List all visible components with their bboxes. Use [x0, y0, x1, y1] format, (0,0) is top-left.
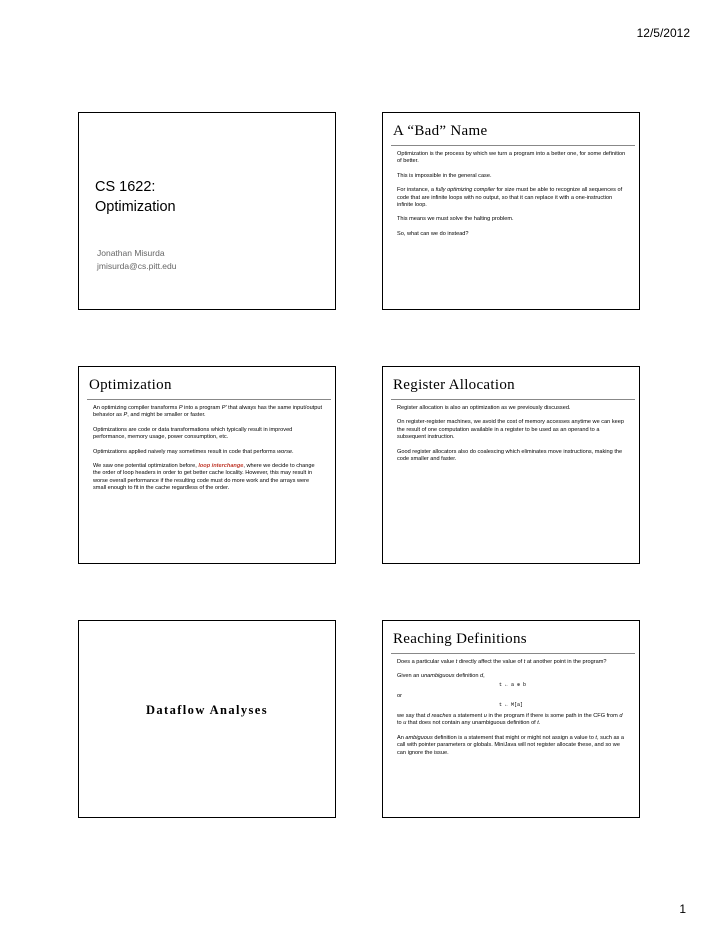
title-divider — [391, 653, 635, 654]
section-heading: Dataflow Analyses — [145, 703, 269, 717]
title-divider — [391, 145, 635, 146]
slide-dataflow-analyses — [78, 620, 336, 818]
page-number: 1 — [679, 902, 686, 916]
slide-heading: Register Allocation — [393, 377, 515, 393]
paragraph: Does a particular value t directly affect the value of t at another point in the program? — [397, 659, 607, 665]
author-email: jmisurda@cs.pitt.edu — [97, 261, 177, 271]
title-divider — [87, 399, 331, 400]
author-block — [97, 247, 177, 273]
or-label: or — [397, 693, 402, 700]
paragraph: This is impossible in the general case. — [397, 172, 492, 179]
code-line: t ← a ⊕ b — [499, 681, 527, 688]
author-name: Jonathan Misurda — [97, 248, 165, 258]
paragraph: Given an unambiguous definition d, — [397, 673, 485, 680]
title-line-1: CS 1622: — [95, 179, 156, 195]
paragraph: Good register allocators also do coalescing which eliminates move instructions, making the code smaller and faster. — [397, 448, 623, 463]
slide-reaching-definitions — [382, 620, 640, 818]
slide-optimization — [78, 366, 336, 564]
code-line: t ← M[a] — [499, 701, 524, 708]
paragraph: Register allocation is also an optimization as we previously discussed. — [397, 405, 571, 411]
slide-body — [397, 151, 627, 245]
header-date: 12/5/2012 — [636, 26, 690, 40]
paragraph: For instance, a fully optimizing compiler for size must be able to recognize all sequences of code that are infinite loops with no output, so that it can replace it with a one-instruction infinite loop. — [397, 187, 623, 209]
slide-body — [397, 405, 627, 470]
slide-heading: Optimization — [89, 377, 172, 393]
slide-title — [78, 112, 336, 310]
paragraph: Optimization is the process by which we turn a program into a better one, for some definition of better. — [397, 151, 626, 165]
slide-heading: A “Bad” Name — [393, 123, 488, 139]
title-line-2: Optimization — [95, 199, 176, 215]
paragraph: Optimizations are code or data transformations which typically result in improved performance, memory usage, power consumption, etc. — [93, 426, 293, 441]
paragraph: We saw one potential optimization before, loop interchange, where we decide to change the order of loop headers in order to get better cache locality. However, this may result in worse overall performance if the resulting code must do more work and the arrays were small enough to fit in the cache regardless of the order. — [93, 463, 315, 492]
paragraph: we say that d reaches a statement u in the program if there is some path in the CFG from d to u that does not contain any unambiguous definition of t. — [397, 713, 623, 727]
paragraph: An ambiguous definition is a statement that might or might not assign a value to t, such as a call with pointer parameters or globals. MiniJava will not register allocate these, and so we can ignore the issue. — [397, 734, 625, 756]
paragraph: Optimizations applied naively may sometimes result in code that performs worse. — [93, 448, 294, 455]
slide-body — [397, 659, 627, 764]
title-divider — [391, 399, 635, 400]
slide-title-heading — [95, 177, 176, 217]
slide-bad-name — [382, 112, 640, 310]
slide-register-allocation — [382, 366, 640, 564]
slide-body — [93, 405, 323, 500]
paragraph: On register-register machines, we avoid the cost of memory accesses anytime we can keep the result of one computation available in a register to be used as an operand to a subsequent instruction. — [397, 419, 624, 441]
paragraph: This means we must solve the halting problem. — [397, 216, 514, 223]
paragraph: An optimizing compiler transforms P into a program P' that always has the same input/output behavior as P, and might be smaller or faster. — [93, 405, 323, 419]
highlighted-term: loop interchange — [198, 463, 244, 470]
paragraph: So, what can we do instead? — [397, 230, 469, 237]
slide-heading: Reaching Definitions — [393, 631, 527, 647]
